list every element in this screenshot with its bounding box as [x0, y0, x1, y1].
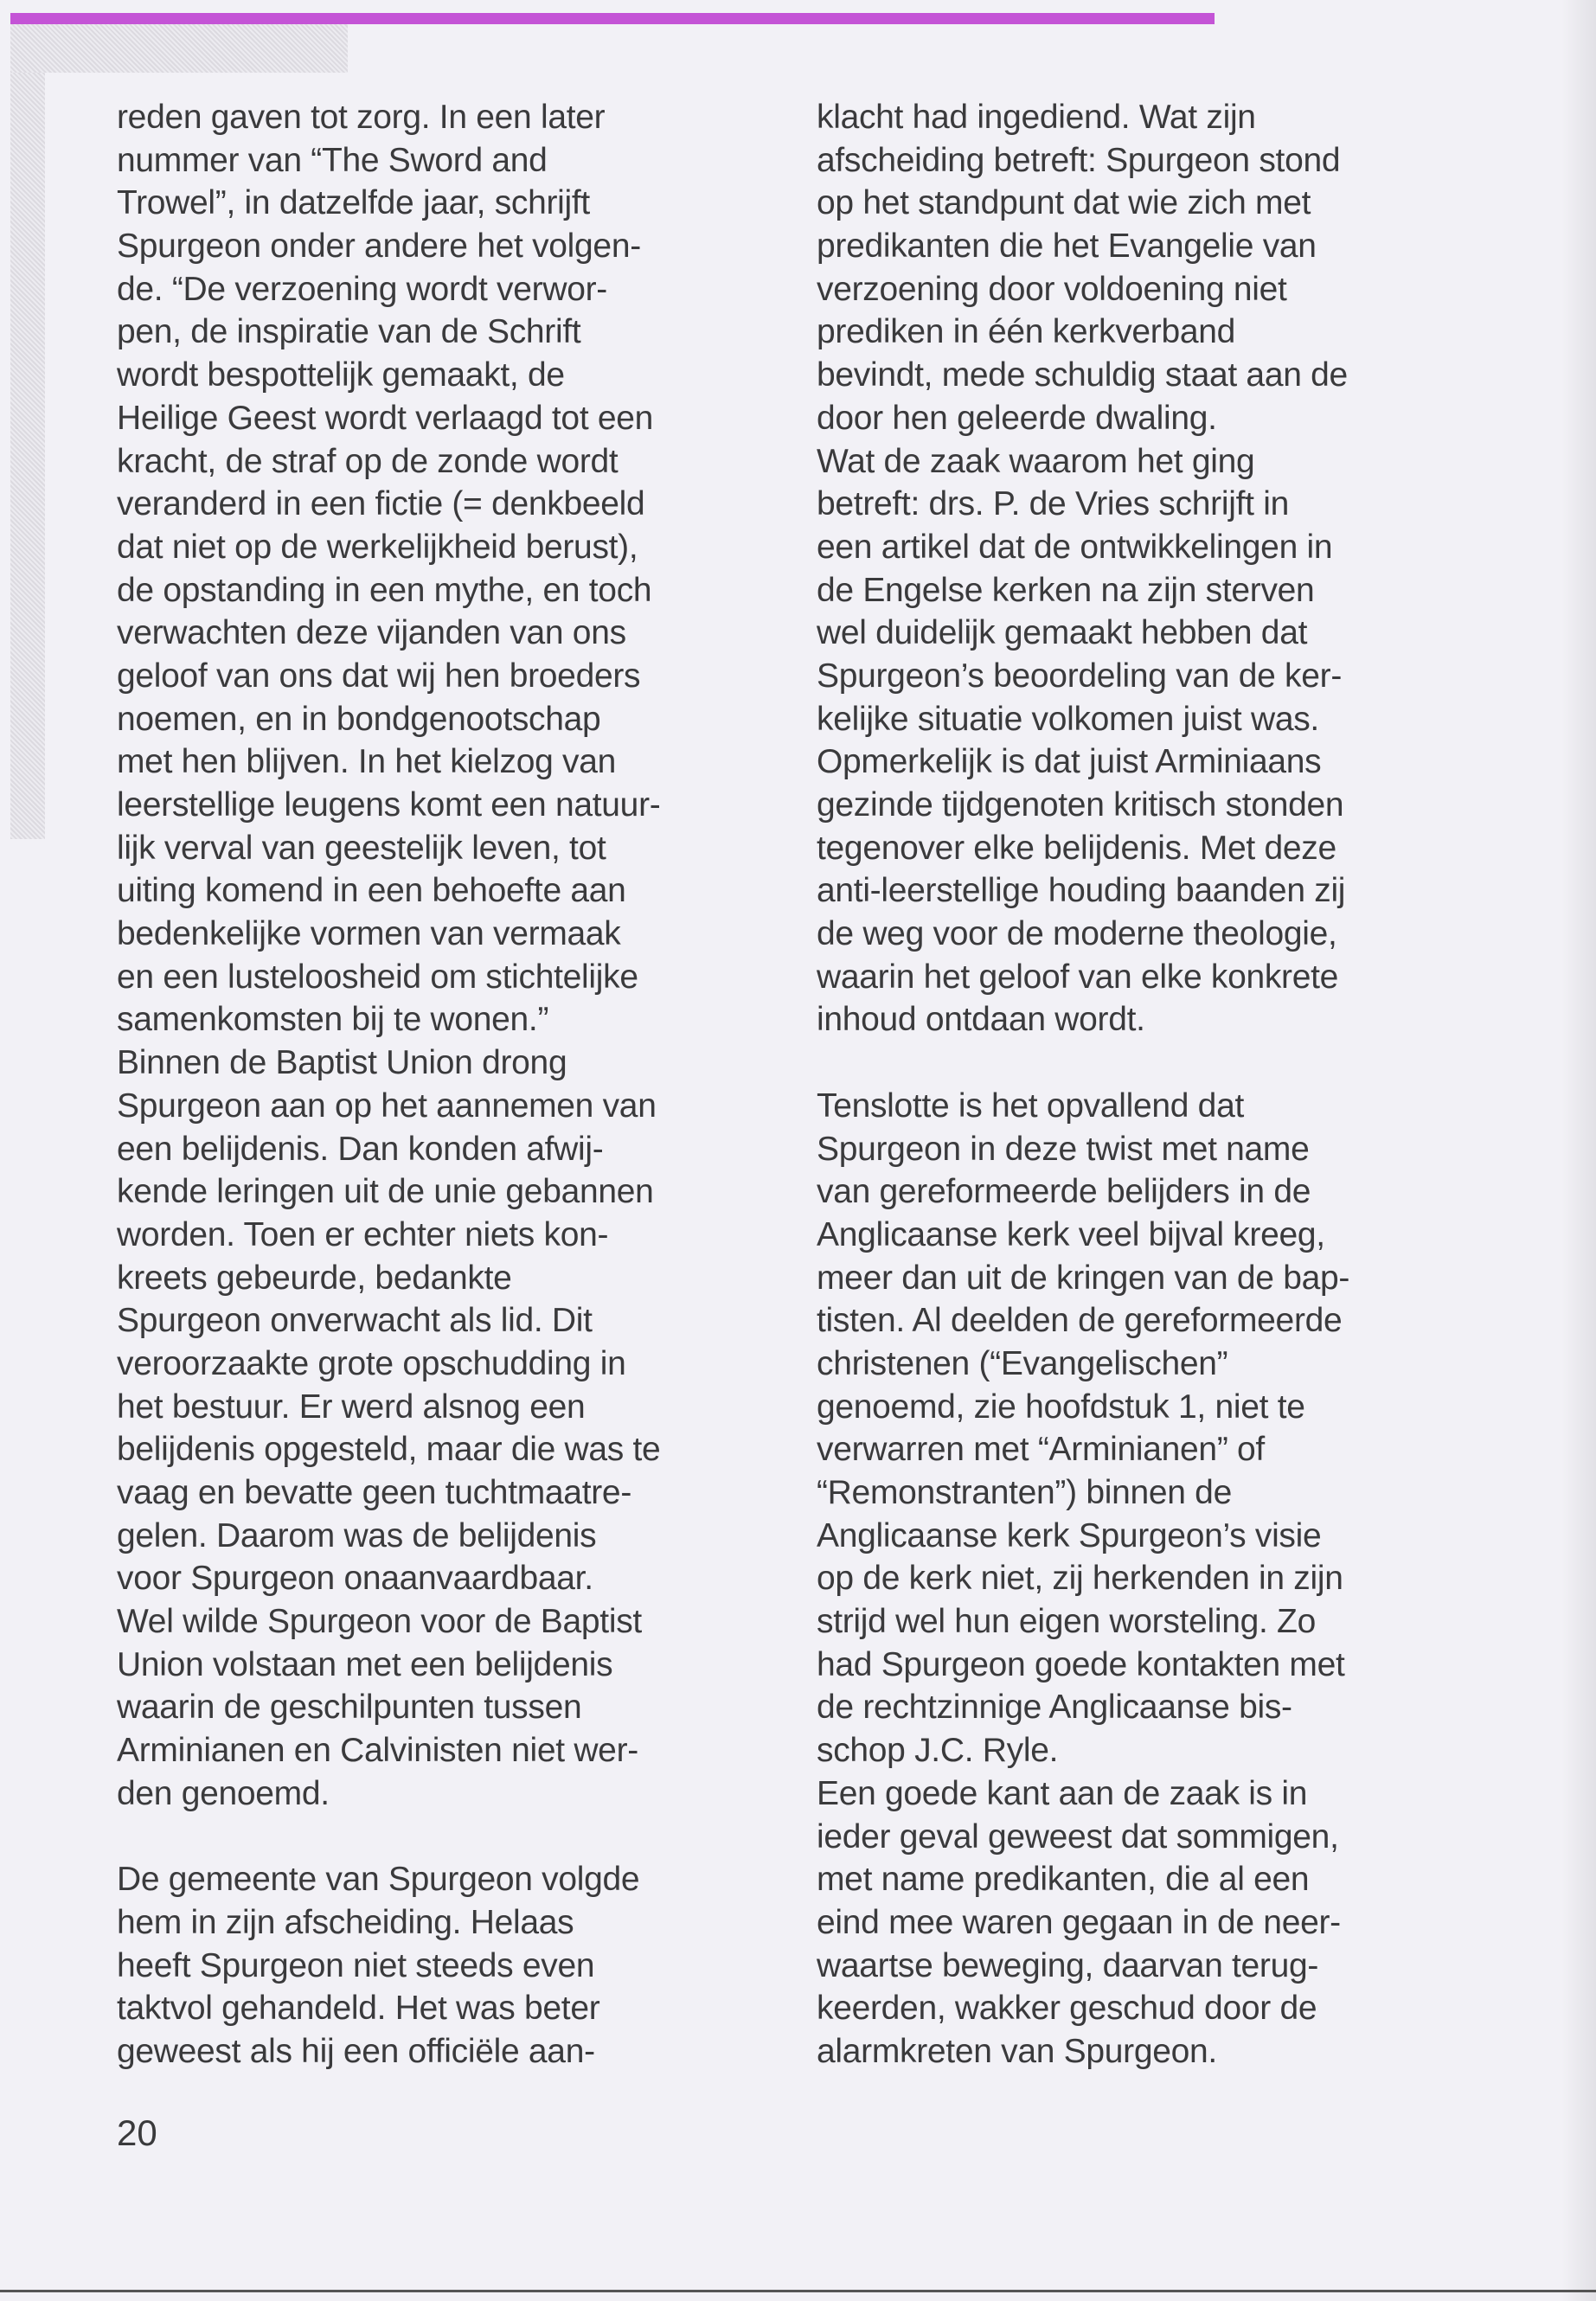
text-line: de weg voor de moderne theologie,	[817, 915, 1337, 953]
text-line: eind mee waren gegaan in de neer-	[817, 1903, 1341, 1941]
text-line: en een lusteloosheid om stichtelijke	[117, 958, 638, 996]
text-line: De gemeente van Spurgeon volgde	[117, 1861, 640, 1899]
text-line: verzoening door voldoening niet	[817, 270, 1287, 308]
text-line: genoemd, zie hoofdstuk 1, niet te	[817, 1388, 1305, 1426]
paragraph	[117, 96, 660, 1816]
text-line: verwarren met “Arminianen” of	[817, 1431, 1265, 1469]
text-line: leerstellige leugens komt een natuur-	[117, 786, 661, 824]
text-line: taktvol gehandeld. Het was beter	[117, 1990, 600, 2028]
text-line: Heilige Geest wordt verlaagd tot een	[117, 399, 654, 437]
text-line: prediken in één kerkverband	[817, 313, 1236, 351]
text-line: hem in zijn afscheiding. Helaas	[117, 1903, 574, 1941]
text-line: Opmerkelijk is dat juist Arminiaans	[817, 743, 1322, 781]
text-line: veroorzaakte grote opschudding in	[117, 1344, 626, 1382]
text-line: Spurgeon aan op het aannemen van	[117, 1086, 657, 1125]
text-line: Spurgeon’s beoordeling van de ker-	[817, 657, 1343, 695]
text-line: met hen blijven. In het kielzog van	[117, 743, 617, 781]
text-line: een belijdenis. Dan konden afwij-	[117, 1130, 604, 1168]
text-line: op de kerk niet, zij herkenden in zijn	[817, 1560, 1343, 1598]
text-line: betreft: drs. P. de Vries schrijft in	[817, 485, 1289, 523]
paragraph	[817, 1085, 1349, 2073]
text-line: gelen. Daarom was de belijdenis	[117, 1516, 597, 1554]
paragraph	[817, 96, 1349, 1042]
text-line: kracht, de straf op de zonde wordt	[117, 442, 619, 480]
text-line: geweest als hij een officiële aan-	[117, 2032, 595, 2070]
text-line: Een goede kant aan de zaak is in	[817, 1774, 1308, 1812]
text-line: gezinde tijdgenoten kritisch stonden	[817, 786, 1344, 824]
text-line: den genoemd.	[117, 1774, 330, 1812]
text-line: had Spurgeon goede kontakten met	[817, 1645, 1345, 1683]
text-line: op het standpunt dat wie zich met	[817, 184, 1311, 222]
text-line: nummer van “The Sword and	[117, 141, 548, 179]
text-line: Spurgeon onder andere het volgen-	[117, 228, 641, 266]
text-line: “Remonstranten”) binnen de	[817, 1474, 1232, 1511]
text-line: van gereformeerde belijders in de	[817, 1173, 1311, 1211]
text-line: reden gaven tot zorg. In een later	[117, 99, 606, 136]
text-line: ieder geval geweest dat sommigen,	[817, 1817, 1339, 1856]
text-line: kelijke situatie volkomen juist was.	[817, 700, 1319, 738]
text-line: Tenslotte is het opvallend dat	[817, 1086, 1245, 1125]
text-line: anti-leerstellige houding baanden zij	[817, 872, 1346, 910]
text-line: de Engelse kerken na zijn sterven	[817, 571, 1315, 609]
text-line: wel duidelijk gemaakt hebben dat	[817, 614, 1308, 652]
paragraph-gap	[817, 1042, 1349, 1085]
text-line: heeft Spurgeon niet steeds even	[117, 1946, 595, 1984]
text-line: belijdenis opgesteld, maar die was te	[117, 1431, 661, 1469]
text-line: uiting komend in een behoefte aan	[117, 872, 626, 910]
text-line: waarin de geschilpunten tussen	[117, 1689, 582, 1727]
text-line: waartse beweging, daarvan terug-	[817, 1946, 1319, 1984]
text-line: kreets gebeurde, bedankte	[117, 1259, 512, 1297]
text-line: afscheiding betreft: Spurgeon stond	[817, 141, 1341, 179]
text-line: de rechtzinnige Anglicaanse bis-	[817, 1689, 1292, 1727]
text-line: inhoud ontdaan wordt.	[817, 1001, 1145, 1039]
text-line: bedenkelijke vormen van vermaak	[117, 915, 621, 953]
text-line: Anglicaanse kerk veel bijval kreeg,	[817, 1215, 1325, 1253]
page-edge-shadow	[1561, 0, 1596, 2301]
text-line: door hen geleerde dwaling.	[817, 399, 1217, 437]
text-line: worden. Toen er echter niets kon-	[117, 1215, 609, 1253]
text-line: vaag en bevatte geen tuchtmaatre-	[117, 1474, 632, 1511]
text-line: een artikel dat de ontwikkelingen in	[817, 528, 1333, 566]
text-line: Wat de zaak waarom het ging	[817, 442, 1255, 480]
text-line: schop J.C. Ryle.	[817, 1732, 1059, 1770]
text-line: waarin het geloof van elke konkrete	[817, 958, 1339, 996]
text-line: verwachten deze vijanden van ons	[117, 614, 626, 652]
text-line: Binnen de Baptist Union drong	[117, 1044, 567, 1082]
halftone-decoration-left	[10, 73, 45, 839]
text-line: strijd wel hun eigen worsteling. Zo	[817, 1603, 1316, 1641]
text-line: pen, de inspiratie van de Schrift	[117, 313, 581, 351]
text-line: wordt bespottelijk gemaakt, de	[117, 356, 565, 394]
text-line: keerden, wakker geschud door de	[817, 1990, 1317, 2028]
text-line: noemen, en in bondgenootschap	[117, 700, 601, 738]
text-line: predikanten die het Evangelie van	[817, 228, 1317, 266]
text-line: dat niet op de werkelijkheid berust),	[117, 528, 638, 566]
text-line: lijk verval van geestelijk leven, tot	[117, 829, 606, 867]
text-line: alarmkreten van Spurgeon.	[817, 2032, 1217, 2070]
left-text-column	[117, 96, 660, 2073]
text-line: Arminianen en Calvinisten niet wer-	[117, 1732, 638, 1770]
paragraph	[117, 1858, 660, 2073]
text-line: kende leringen uit de unie gebannen	[117, 1173, 654, 1211]
text-line: de. “De verzoening wordt verwor-	[117, 270, 607, 308]
text-line: Union volstaan met een belijdenis	[117, 1645, 613, 1683]
text-line: klacht had ingediend. Wat zijn	[817, 99, 1256, 136]
text-line: veranderd in een fictie (= denkbeeld	[117, 485, 645, 523]
text-line: geloof van ons dat wij hen broeders	[117, 657, 641, 695]
text-line: Spurgeon onverwacht als lid. Dit	[117, 1302, 593, 1340]
page-number: 20	[117, 2112, 157, 2153]
page-bottom-edge	[0, 2290, 1596, 2292]
text-line: het bestuur. Er werd alsnog een	[117, 1388, 586, 1426]
right-text-column	[817, 96, 1349, 2073]
halftone-decoration-top	[10, 24, 348, 73]
text-line: Spurgeon in deze twist met name	[817, 1130, 1310, 1168]
text-line: Wel wilde Spurgeon voor de Baptist	[117, 1603, 642, 1641]
text-line: de opstanding in een mythe, en toch	[117, 571, 652, 609]
paragraph-gap	[117, 1816, 660, 1859]
text-line: tegenover elke belijdenis. Met deze	[817, 829, 1336, 867]
text-line: Trowel”, in datzelfde jaar, schrijft	[117, 184, 590, 222]
accent-bar	[10, 13, 1215, 24]
text-line: Anglicaanse kerk Spurgeon’s visie	[817, 1516, 1322, 1554]
text-line: meer dan uit de kringen van de bap-	[817, 1259, 1350, 1297]
text-line: voor Spurgeon onaanvaardbaar.	[117, 1560, 593, 1598]
text-line: christenen (“Evangelischen”	[817, 1344, 1228, 1382]
text-line: bevindt, mede schuldig staat aan de	[817, 356, 1348, 394]
text-line: samenkomsten bij te wonen.”	[117, 1001, 549, 1039]
text-line: tisten. Al deelden de gereformeerde	[817, 1302, 1343, 1340]
text-line: met name predikanten, die al een	[817, 1861, 1310, 1899]
